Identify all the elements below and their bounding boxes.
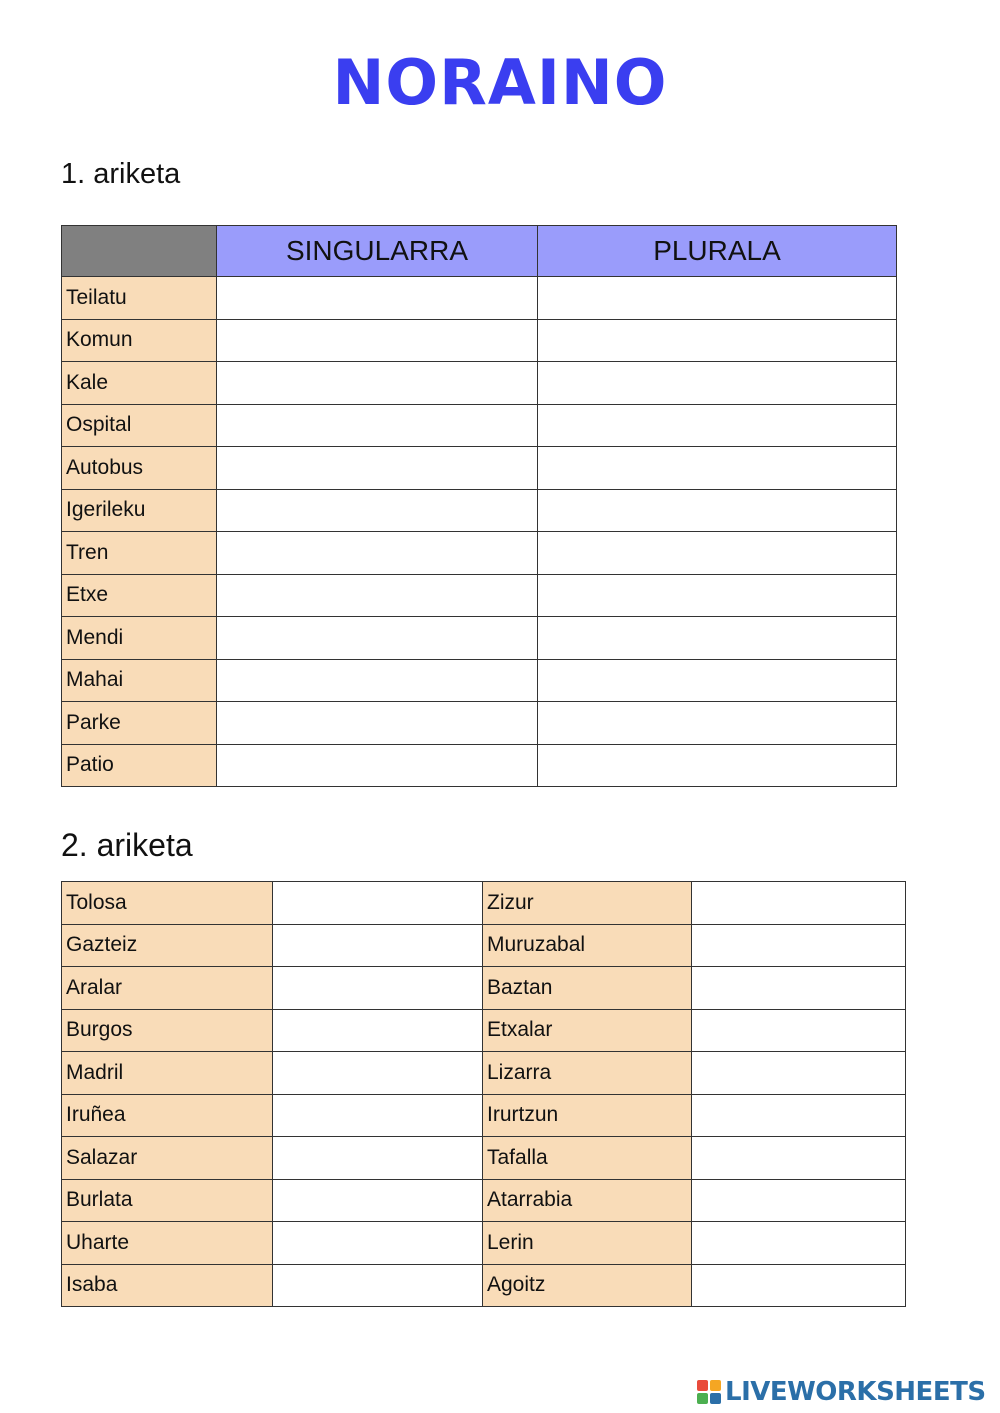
table-row (62, 967, 906, 1010)
word-cell: Mahai (62, 659, 217, 702)
answer-cell[interactable] (692, 1179, 906, 1222)
word-cell: Etxe (62, 574, 217, 617)
table-row (62, 744, 897, 787)
plural-answer-cell[interactable] (538, 404, 897, 447)
singular-answer-cell[interactable] (217, 659, 538, 702)
word-cell: Komun (62, 319, 217, 362)
word-cell: Kale (62, 362, 217, 405)
place-name-cell: Iruñea (62, 1094, 273, 1137)
answer-cell[interactable] (692, 1052, 906, 1095)
answer-cell[interactable] (273, 1137, 483, 1180)
answer-cell[interactable] (273, 1179, 483, 1222)
place-name-cell: Zizur (483, 882, 692, 925)
answer-cell[interactable] (273, 1222, 483, 1265)
table-row (62, 659, 897, 702)
singular-answer-cell[interactable] (217, 319, 538, 362)
table-row (62, 617, 897, 660)
answer-cell[interactable] (692, 1009, 906, 1052)
exercise-2-table (61, 881, 906, 1307)
answer-cell[interactable] (692, 1264, 906, 1307)
answer-cell[interactable] (273, 1094, 483, 1137)
answer-cell[interactable] (273, 882, 483, 925)
place-name-cell: Madril (62, 1052, 273, 1095)
word-cell: Igerileku (62, 489, 217, 532)
table-row (62, 277, 897, 320)
answer-cell[interactable] (692, 924, 906, 967)
place-name-cell: Aralar (62, 967, 273, 1010)
place-name-cell: Tolosa (62, 882, 273, 925)
singular-answer-cell[interactable] (217, 277, 538, 320)
table-row (62, 362, 897, 405)
place-name-cell: Irurtzun (483, 1094, 692, 1137)
plural-answer-cell[interactable] (538, 319, 897, 362)
exercise-1-table (61, 225, 897, 787)
table-row (62, 489, 897, 532)
corner-header-cell (62, 226, 217, 277)
liveworksheets-logo-icon (697, 1380, 721, 1404)
place-name-cell: Baztan (483, 967, 692, 1010)
place-name-cell: Agoitz (483, 1264, 692, 1307)
answer-cell[interactable] (692, 1094, 906, 1137)
place-name-cell: Burgos (62, 1009, 273, 1052)
table-row (62, 1264, 906, 1307)
answer-cell[interactable] (692, 882, 906, 925)
answer-cell[interactable] (692, 1222, 906, 1265)
plural-answer-cell[interactable] (538, 702, 897, 745)
singular-answer-cell[interactable] (217, 489, 538, 532)
answer-cell[interactable] (273, 1052, 483, 1095)
table-row (62, 1094, 906, 1137)
word-cell: Tren (62, 532, 217, 575)
plural-answer-cell[interactable] (538, 744, 897, 787)
place-name-cell: Isaba (62, 1264, 273, 1307)
answer-cell[interactable] (273, 1009, 483, 1052)
place-name-cell: Etxalar (483, 1009, 692, 1052)
place-name-cell: Uharte (62, 1222, 273, 1265)
plural-answer-cell[interactable] (538, 574, 897, 617)
answer-cell[interactable] (692, 1137, 906, 1180)
word-cell: Mendi (62, 617, 217, 660)
table-row (62, 1137, 906, 1180)
word-cell: Patio (62, 744, 217, 787)
exercise-2-heading: 2. ariketa (61, 827, 193, 863)
page-title: NORAINO (332, 46, 668, 119)
word-cell: Teilatu (62, 277, 217, 320)
table-row (62, 924, 906, 967)
word-cell: Autobus (62, 447, 217, 490)
table-row (62, 319, 897, 362)
place-name-cell: Muruzabal (483, 924, 692, 967)
table-row (62, 1052, 906, 1095)
word-cell: Parke (62, 702, 217, 745)
place-name-cell: Salazar (62, 1137, 273, 1180)
singular-answer-cell[interactable] (217, 532, 538, 575)
word-cell: Ospital (62, 404, 217, 447)
plural-answer-cell[interactable] (538, 659, 897, 702)
table-row (62, 1009, 906, 1052)
plural-answer-cell[interactable] (538, 489, 897, 532)
table-row (62, 447, 897, 490)
place-name-cell: Gazteiz (62, 924, 273, 967)
liveworksheets-brand (697, 1377, 986, 1407)
column-header-singular: SINGULARRA (217, 226, 538, 277)
singular-answer-cell[interactable] (217, 702, 538, 745)
place-name-cell: Lizarra (483, 1052, 692, 1095)
place-name-cell: Atarrabia (483, 1179, 692, 1222)
answer-cell[interactable] (273, 1264, 483, 1307)
plural-answer-cell[interactable] (538, 447, 897, 490)
place-name-cell: Tafalla (483, 1137, 692, 1180)
answer-cell[interactable] (273, 924, 483, 967)
singular-answer-cell[interactable] (217, 744, 538, 787)
exercise-1-heading: 1. ariketa (61, 158, 181, 190)
brand-text: LIVEWORKSHEETS (725, 1377, 986, 1407)
singular-answer-cell[interactable] (217, 404, 538, 447)
table-row (62, 702, 897, 745)
table-row (62, 532, 897, 575)
singular-answer-cell[interactable] (217, 447, 538, 490)
table-row (62, 404, 897, 447)
plural-answer-cell[interactable] (538, 617, 897, 660)
singular-answer-cell[interactable] (217, 617, 538, 660)
table-row (62, 1222, 906, 1265)
table-row (62, 882, 906, 925)
singular-answer-cell[interactable] (217, 362, 538, 405)
table-row (62, 574, 897, 617)
answer-cell[interactable] (273, 967, 483, 1010)
place-name-cell: Lerin (483, 1222, 692, 1265)
column-header-plural: PLURALA (538, 226, 897, 277)
singular-answer-cell[interactable] (217, 574, 538, 617)
table-row (62, 1179, 906, 1222)
plural-answer-cell[interactable] (538, 532, 897, 575)
place-name-cell: Burlata (62, 1179, 273, 1222)
plural-answer-cell[interactable] (538, 277, 897, 320)
answer-cell[interactable] (692, 967, 906, 1010)
plural-answer-cell[interactable] (538, 362, 897, 405)
